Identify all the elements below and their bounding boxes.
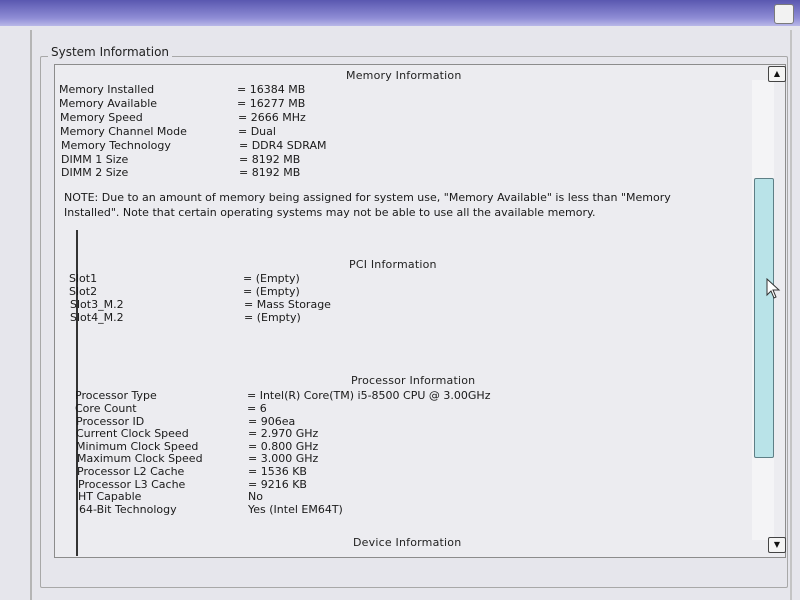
row-label: Maximum Clock Speed	[77, 452, 203, 465]
row-label: Memory Installed	[59, 83, 155, 96]
row-label: Slot1	[69, 272, 98, 285]
left-border	[30, 30, 32, 600]
row-label: Processor L2 Cache	[77, 465, 185, 478]
memory-section-title: Memory Information	[346, 69, 462, 82]
processor-section-title: Processor Information	[351, 374, 476, 387]
row-value: = (Empty)	[243, 285, 300, 298]
right-border	[790, 30, 792, 600]
row-label: Slot4_M.2	[70, 311, 124, 324]
row-value: = DDR4 SDRAM	[239, 139, 327, 152]
row-value: = Mass Storage	[244, 298, 331, 311]
row-label: Memory Technology	[61, 139, 171, 152]
row-label: DIMM 2 Size	[61, 166, 129, 179]
row-value: = (Empty)	[243, 272, 300, 285]
row-label: Memory Available	[59, 97, 158, 110]
row-label: Core Count	[75, 402, 137, 415]
row-value: No	[248, 490, 263, 503]
row-label: Current Clock Speed	[76, 427, 189, 440]
row-value: = 6	[247, 402, 267, 415]
pci-section-title: PCI Information	[349, 258, 437, 271]
row-value: = 1536 KB	[248, 465, 307, 478]
row-value: = 8192 MB	[239, 153, 301, 166]
triangle-up-icon: ▲	[773, 69, 781, 78]
row-value: = Intel(R) Core(TM) i5-8500 CPU @ 3.00GHz	[247, 389, 491, 402]
row-label: Memory Channel Mode	[60, 125, 187, 138]
row-label: 64-Bit Technology	[79, 503, 177, 516]
title-bar	[0, 0, 800, 26]
scroll-down-button[interactable]	[768, 537, 786, 553]
scroll-up-button[interactable]	[768, 66, 786, 82]
arrow-cursor-icon	[766, 278, 782, 300]
row-value: = 906ea	[248, 415, 296, 428]
row-value: = 3.000 GHz	[248, 452, 319, 465]
memory-note: NOTE: Due to an amount of memory being assigned for system use, "Memory Available" is less than "Memory Installed". Note that certain operating systems may not be able to use all the available memory.	[64, 191, 671, 219]
row-label: Slot2	[69, 285, 98, 298]
row-label: Slot3_M.2	[70, 298, 124, 311]
row-value: = 16277 MB	[237, 97, 306, 110]
row-value: = (Empty)	[244, 311, 301, 324]
row-value: = 9216 KB	[248, 478, 307, 491]
scrollbar-thumb[interactable]	[754, 178, 774, 458]
row-value: = 16384 MB	[237, 83, 306, 96]
row-value: = Dual	[238, 125, 276, 138]
row-value: Yes (Intel EM64T)	[248, 503, 343, 516]
row-value: = 0.800 GHz	[248, 440, 319, 453]
row-value: = 8192 MB	[239, 166, 301, 179]
row-label: Processor L3 Cache	[78, 478, 186, 491]
row-label: Processor Type	[75, 389, 157, 402]
row-value: = 2.970 GHz	[248, 427, 319, 440]
device-section-title: Device Information	[353, 536, 462, 549]
triangle-down-icon: ▼	[773, 540, 781, 549]
row-label: Memory Speed	[60, 111, 143, 124]
row-label: DIMM 1 Size	[61, 153, 129, 166]
row-label: Minimum Clock Speed	[76, 440, 199, 453]
row-value: = 2666 MHz	[238, 111, 306, 124]
window-button[interactable]	[774, 4, 794, 24]
group-title: System Information	[48, 45, 172, 59]
row-label: HT Capable	[78, 490, 142, 503]
row-label: Processor ID	[76, 415, 145, 428]
